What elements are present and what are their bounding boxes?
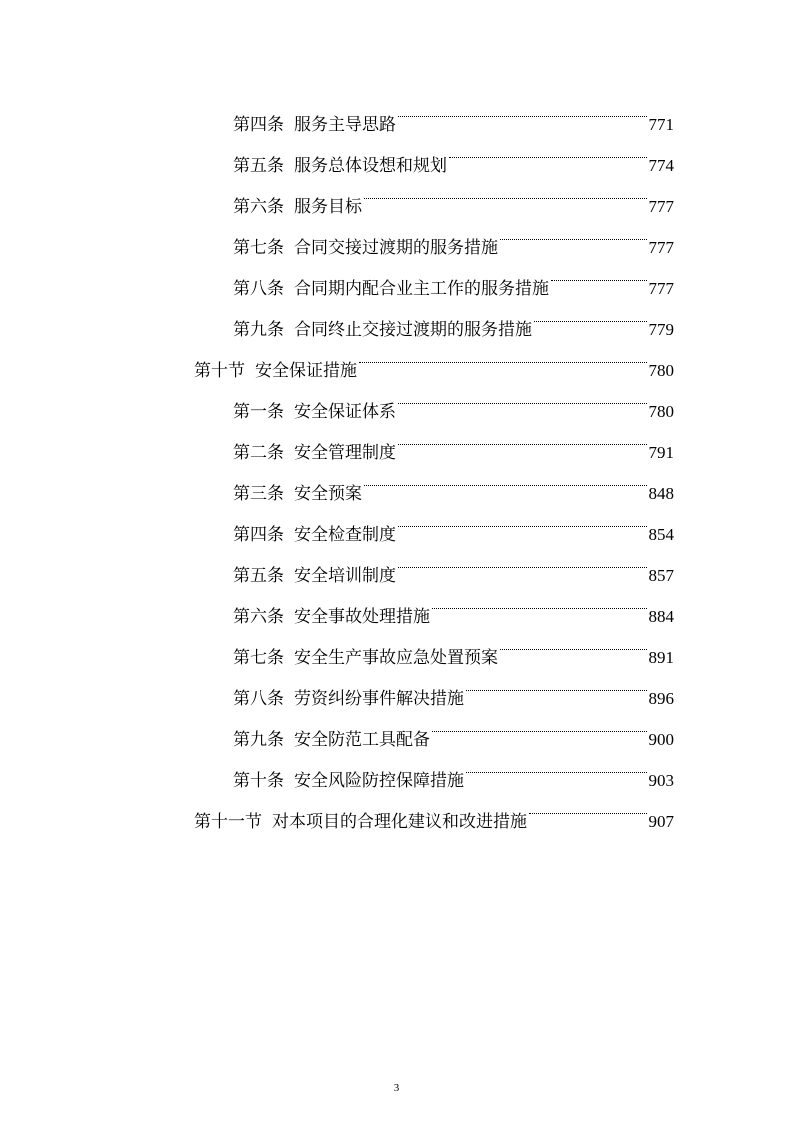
toc-entry[interactable]: [233, 418, 674, 463]
toc-entry-number: 第七条: [233, 238, 284, 258]
toc-entry-number: 第四条: [233, 115, 284, 135]
toc-section-entry[interactable]: [194, 787, 674, 832]
toc-entry-title: 安全保证体系: [294, 402, 396, 422]
toc-entry-page: 791: [648, 443, 674, 462]
toc-entry-number: 第六条: [233, 197, 284, 217]
toc-dot-leader: [398, 90, 647, 130]
toc-entry-page: 777: [648, 238, 674, 257]
toc-dot-leader: [398, 377, 647, 417]
toc-entry-page: 854: [648, 525, 674, 544]
toc-entry-title: 安全检查制度: [294, 525, 396, 545]
toc-entry-number: 第一条: [233, 402, 284, 422]
toc-entry-page: 848: [648, 484, 674, 503]
toc-entry-title: 服务主导思路: [294, 115, 396, 135]
toc-entry-page: 884: [648, 607, 674, 626]
toc-entry-page: 896: [648, 689, 674, 708]
toc-entry[interactable]: [233, 254, 674, 299]
toc-entry-title: 合同交接过渡期的服务措施: [294, 238, 498, 258]
toc-entry-page: 780: [648, 361, 674, 380]
toc-entry[interactable]: [233, 90, 674, 135]
toc-entry-number: 第十一节: [194, 812, 262, 832]
toc-entry-page: 891: [648, 648, 674, 667]
toc-dot-leader: [529, 787, 647, 827]
toc-entry-title: 安全防范工具配备: [294, 730, 430, 750]
toc-dot-leader: [466, 664, 647, 704]
toc-entry[interactable]: [233, 131, 674, 176]
toc-entry-page: 779: [648, 320, 674, 339]
toc-entry-number: 第五条: [233, 566, 284, 586]
toc-entry-page: 903: [648, 771, 674, 790]
toc-dot-leader: [364, 172, 647, 212]
toc-entry-title: 服务总体设想和规划: [294, 156, 447, 176]
toc-entry-number: 第六条: [233, 607, 284, 627]
toc-entry-number: 第九条: [233, 730, 284, 750]
toc-entry[interactable]: [233, 459, 674, 504]
toc-entry-title: 安全事故处理措施: [294, 607, 430, 627]
toc-entry-page: 771: [648, 115, 674, 134]
toc-dot-leader: [534, 295, 647, 335]
toc-entry-number: 第九条: [233, 320, 284, 340]
toc-entry-title: 劳资纠纷事件解决措施: [294, 689, 464, 709]
toc-entry-number: 第十节: [194, 361, 245, 381]
toc-entry-number: 第二条: [233, 443, 284, 463]
toc-entry-title: 安全风险防控保障措施: [294, 771, 464, 791]
toc-entry[interactable]: [233, 213, 674, 258]
toc-entry-number: 第五条: [233, 156, 284, 176]
toc-entry-number: 第七条: [233, 648, 284, 668]
toc-entry-number: 第八条: [233, 279, 284, 299]
toc-entry-number: 第八条: [233, 689, 284, 709]
toc-entry[interactable]: [233, 172, 674, 217]
toc-entry-title: 合同期内配合业主工作的服务措施: [294, 279, 549, 299]
toc-entry-page: 774: [648, 156, 674, 175]
toc-entry[interactable]: [233, 377, 674, 422]
toc-entry[interactable]: [233, 541, 674, 586]
toc-dot-leader: [398, 541, 647, 581]
page-number: 3: [393, 1082, 400, 1094]
toc-entry-title: 安全管理制度: [294, 443, 396, 463]
toc-entry-page: 777: [648, 197, 674, 216]
toc-entry-page: 900: [648, 730, 674, 749]
toc-dot-leader: [432, 705, 647, 745]
toc-dot-leader: [551, 254, 647, 294]
toc-entry[interactable]: [233, 500, 674, 545]
toc-dot-leader: [398, 418, 647, 458]
toc-entry-page: 907: [648, 812, 674, 831]
toc-entry-number: 第三条: [233, 484, 284, 504]
toc-entry-page: 780: [648, 402, 674, 421]
toc-entry-title: 安全培训制度: [294, 566, 396, 586]
toc-entry-title: 服务目标: [294, 197, 362, 217]
toc-entry-title: 安全生产事故应急处置预案: [294, 648, 498, 668]
toc-entry-title: 对本项目的合理化建议和改进措施: [272, 812, 527, 832]
toc-dot-leader: [449, 131, 647, 171]
toc-dot-leader: [500, 623, 647, 663]
toc-entry[interactable]: [233, 746, 674, 791]
toc-entry-page: 857: [648, 566, 674, 585]
toc-entry[interactable]: [233, 623, 674, 668]
toc-entry-page: 777: [648, 279, 674, 298]
toc-dot-leader: [359, 336, 647, 376]
toc-entry-number: 第四条: [233, 525, 284, 545]
toc-entry[interactable]: [233, 582, 674, 627]
toc-dot-leader: [500, 213, 647, 253]
toc-entry[interactable]: [233, 705, 674, 750]
toc-dot-leader: [364, 459, 647, 499]
toc-entry[interactable]: [233, 664, 674, 709]
toc-entry-number: 第十条: [233, 771, 284, 791]
toc-section-entry[interactable]: [194, 336, 674, 381]
toc-dot-leader: [432, 582, 647, 622]
toc-entry-title: 安全预案: [294, 484, 362, 504]
toc-entry[interactable]: [233, 295, 674, 340]
toc-entry-title: 合同终止交接过渡期的服务措施: [294, 320, 532, 340]
toc-dot-leader: [466, 746, 647, 786]
toc-dot-leader: [398, 500, 647, 540]
toc-entry-title: 安全保证措施: [255, 361, 357, 381]
